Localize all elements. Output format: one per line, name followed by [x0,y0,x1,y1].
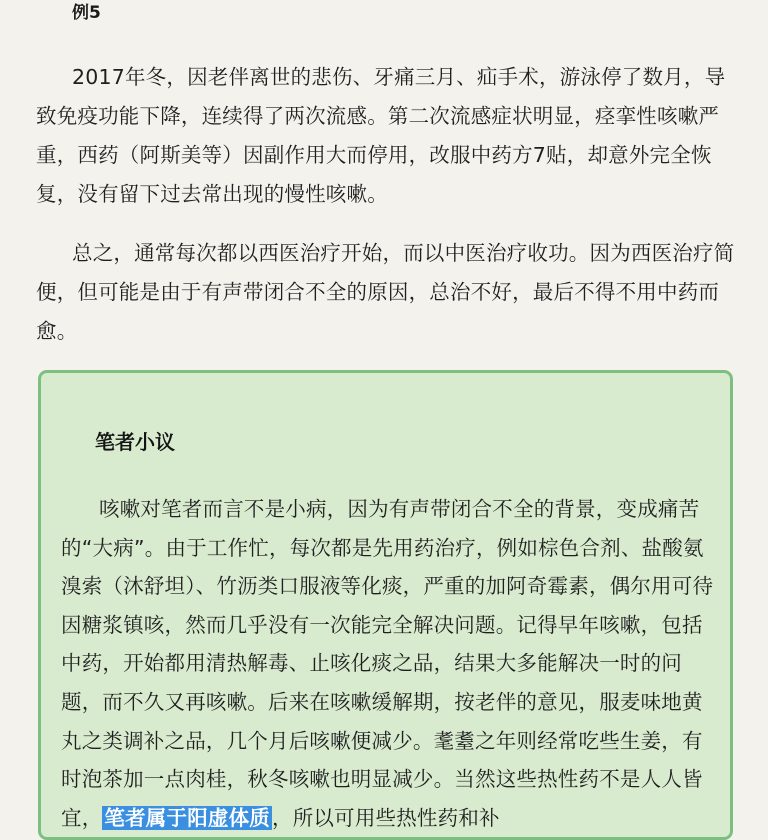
note-text-after: ，所以可用些热性药和补 [272,805,500,830]
selected-text-highlight[interactable]: 笔者属于阳虚体质 [104,805,271,830]
note-text [61,490,716,837]
note-title: 笔者小议 [95,430,175,454]
example-label: 例5 [72,3,101,23]
paragraph-1: 2017年冬，因老伴离世的悲伤、牙痛三月、疝手术，游泳停了数月，导致免疫功能下降，连续得了两次流感。第二次流感症状明显，痉挛性咳嗽严重，西药（阿斯美等）因副作用大而停用，改服中药方7贴，却意外完全恢复，没有留下过去常出现的慢性咳嗽。 [36,65,726,206]
author-note-box [38,370,733,840]
paragraph-2: 总之，通常每次都以西医治疗开始，而以中医治疗收功。因为西医治疗简便，但可能是由于有声带闭合不全的原因，总治不好，最后不得不用中药而愈。 [36,241,735,343]
note-text-before: 咳嗽对笔者而言不是小病，因为有声带闭合不全的背景，变成痛苦的“大病”。由于工作忙，每次都是先用药治疗，例如棕色合剂、盐酸氨溴索（沐舒坦）、竹沥类口服液等化痰，严重的加阿奇霉素，偶尔用可待因糖浆镇咳，然而几乎没有一次能完全解决问题。记得早年咳嗽，包括中药，开始都用清热解毒、止咳化痰之品，结果大多能解决一时的问题，而不久又再咳嗽。后来在咳嗽缓解期，按老伴的意见，服麦味地黄丸之类调补之品，几个月后咳嗽便减少。耄耋之年则经常吃些生姜，有时泡茶加一点肉桂，秋冬咳嗽也明显减少。当然这些热性药不是人人皆宜， [61,497,714,830]
